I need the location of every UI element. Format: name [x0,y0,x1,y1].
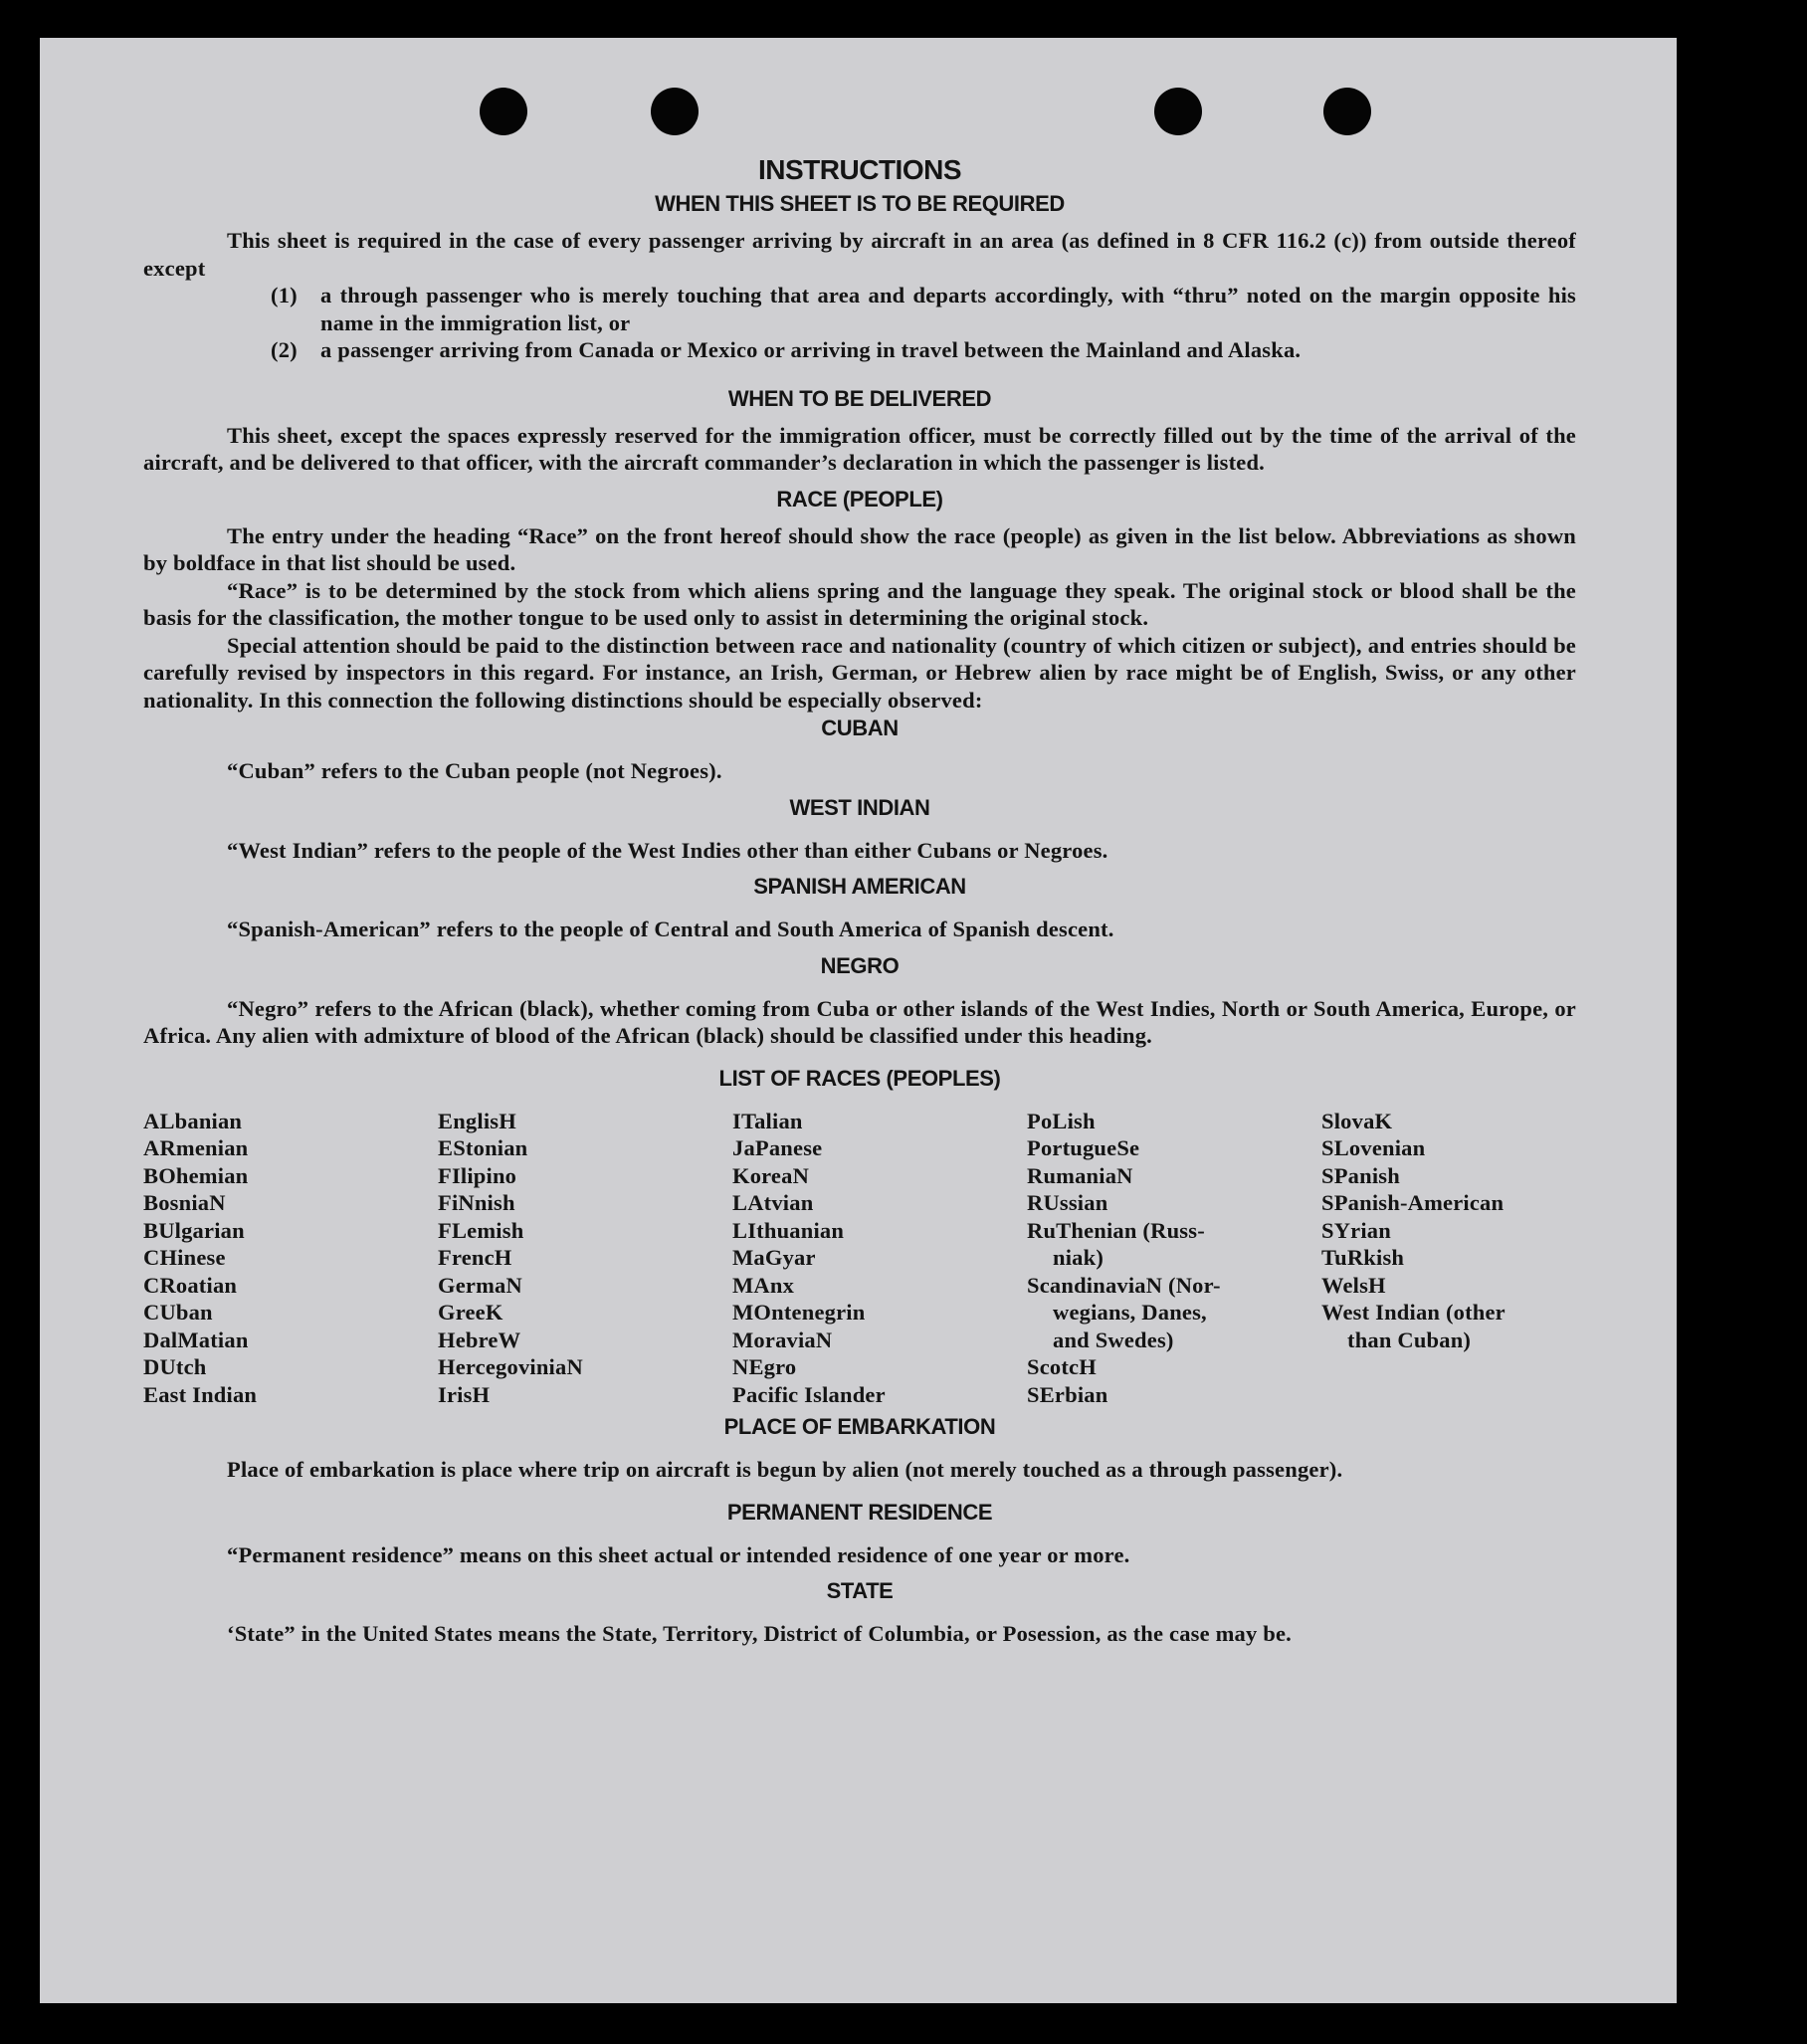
races-column-4 [1027,1108,1321,1409]
race-entry: SlovaK [1321,1108,1393,1133]
punch-hole [480,88,527,135]
section-heading-race: RACE (PEOPLE) [776,486,943,511]
race-entry: RuThenian (Russ- [1027,1217,1205,1243]
required-intro: This sheet is required in the case of every passenger arriving by aircraft in an area (as defined in 8 CFR 116.2 (c)) from outside thereof except [143,228,1576,281]
race-entry: PoLish [1027,1108,1096,1133]
races-column-2 [438,1108,732,1409]
race-entry: JaPanese [732,1135,823,1160]
race-entry: ARmenian [143,1135,249,1160]
race-entry-continued: niak) [1053,1245,1104,1270]
section-heading-required: WHEN THIS SHEET IS TO BE REQUIRED [655,191,1065,216]
cuban-text: “Cuban” refers to the Cuban people (not Negroes). [227,758,722,783]
race-entry: MOntenegrin [732,1300,866,1325]
item-number: (1) [271,283,298,307]
punch-hole [1323,88,1371,135]
race-entry: LAtvian [732,1190,814,1215]
spanish-american-text: “Spanish-American” refers to the people of Central and South America of Spanish descent. [227,917,1114,941]
race-paragraph-1: The entry under the heading “Race” on the front hereof should show the race (people) as given in the list below. Abbreviations as shown by boldface in that list should be used. [143,522,1576,575]
race-entry: West Indian (other [1321,1300,1506,1325]
section-heading-spanish-american: SPANISH AMERICAN [753,874,966,899]
race-entry: HebreW [438,1327,521,1352]
race-entry-continued: than Cuban) [1347,1327,1472,1352]
race-entry: GermaN [438,1272,522,1298]
required-item-1 [143,282,1576,336]
state-text: ‘State” in the United States means the State, Territory, District of Columbia, or Posession, as the case may be. [227,1621,1293,1646]
race-entry: FLemish [438,1217,524,1243]
section-heading-residence: PERMANENT RESIDENCE [726,1499,993,1525]
document-page [40,38,1677,2003]
race-entry: East Indian [143,1381,258,1407]
section-heading-negro: NEGRO [820,952,900,978]
race-entry: BosniaN [143,1190,226,1215]
west-indian-text: “West Indian” refers to the people of the West Indies other than either Cubans or Negroes. [227,837,1108,863]
race-entry: MAnx [732,1272,795,1298]
race-entry: FiNnish [438,1190,515,1215]
section-heading-cuban: CUBAN [821,715,899,740]
page-title: INSTRUCTIONS [758,154,961,185]
race-entry: KoreaN [732,1162,810,1188]
punch-hole [651,88,699,135]
negro-text: “Negro” refers to the African (black), whether coming from Cuba or other islands of the West Indies, North or South America, Europe, or Africa. Any alien with admixture of blood of the African (black) should be classified under this heading. [143,995,1576,1048]
race-entry: WelsH [1321,1272,1386,1298]
punch-hole [1154,88,1202,135]
race-entry-continued: wegians, Danes, [1053,1300,1207,1325]
race-entry: ScandinaviaN (Nor- [1027,1272,1221,1298]
race-entry: TuRkish [1321,1245,1405,1270]
race-entry: SLovenian [1321,1135,1426,1160]
races-column-3 [732,1108,1027,1409]
race-paragraph-3: Special attention should be paid to the distinction between race and nationality (country of which citizen or subject), and entries should be carefully revised by inspectors in this regard. For instance, an Irish, German, or Hebrew alien by race might be of English, Swiss, or any other nationality. In this connection the following distinctions should be especially observed: [143,632,1576,713]
section-heading-state: STATE [826,1578,894,1603]
race-entry: CUban [143,1300,213,1325]
race-entry: Pacific Islander [732,1381,886,1407]
residence-text: “Permanent residence” means on this sheet actual or intended residence of one year or more. [227,1541,1130,1567]
race-entry: RumaniaN [1027,1162,1133,1188]
races-column-1 [143,1108,438,1409]
race-entry: MaGyar [732,1245,816,1270]
race-entry: CRoatian [143,1272,238,1298]
race-entry: FIlipino [438,1162,517,1188]
race-entry: SYrian [1321,1217,1391,1243]
race-entry: RUssian [1027,1190,1108,1215]
race-entry: HercegoviniaN [438,1354,583,1379]
race-entry: CHinese [143,1245,226,1270]
race-entry: SPanish-American [1321,1190,1505,1215]
race-entry: EnglisH [438,1108,516,1133]
section-heading-embarkation: PLACE OF EMBARKATION [723,1414,996,1439]
embarkation-text: Place of embarkation is place where trip on aircraft is begun by alien (not merely touched as a through passenger). [227,1457,1343,1482]
item-text: a passenger arriving from Canada or Mexico or arriving in travel between the Mainland and Alaska. [320,337,1302,362]
race-entry: ScotcH [1027,1354,1097,1379]
race-entry: GreeK [438,1300,503,1325]
race-entry: MoraviaN [732,1327,833,1352]
race-paragraph-2: “Race” is to be determined by the stock from which aliens spring and the language they speak. The original stock or blood shall be the basis for the classification, the mother tongue to be used only to assist in determining the original stock. [143,577,1576,630]
instructions-content [143,149,1576,1648]
race-entry: ALbanian [143,1108,243,1133]
section-heading-list-of-races: LIST OF RACES (PEOPLES) [718,1065,1001,1091]
race-entry: DUtch [143,1354,207,1379]
race-entry: EStonian [438,1135,528,1160]
race-entry: BOhemian [143,1162,249,1188]
item-text: a through passenger who is merely touching that area and departs accordingly, with “thru” noted on the margin opposite his name in the immigration list, or [320,283,1576,335]
race-entry-continued: and Swedes) [1053,1327,1174,1352]
race-entry: PortugueSe [1027,1135,1140,1160]
item-number: (2) [271,337,298,362]
required-item-2 [143,336,1576,364]
section-heading-west-indian: WEST INDIAN [789,794,930,820]
race-entry: DalMatian [143,1327,249,1352]
race-entry: NEgro [732,1354,797,1379]
race-entry: BUlgarian [143,1217,245,1243]
race-entry: IrisH [438,1381,491,1407]
races-list [143,1108,1576,1409]
race-entry: LIthuanian [732,1217,845,1243]
race-entry: ITalian [732,1108,803,1133]
races-column-5 [1321,1108,1616,1409]
race-entry: FrencH [438,1245,512,1270]
delivered-text: This sheet, except the spaces expressly reserved for the immigration officer, must be correctly filled out by the time of the arrival of the aircraft, and be delivered to that officer, with the aircraft commander’s declaration in which the passenger is listed. [143,422,1576,475]
race-entry: SPanish [1321,1162,1400,1188]
race-entry: SErbian [1027,1381,1108,1407]
section-heading-delivered: WHEN TO BE DELIVERED [727,385,992,411]
